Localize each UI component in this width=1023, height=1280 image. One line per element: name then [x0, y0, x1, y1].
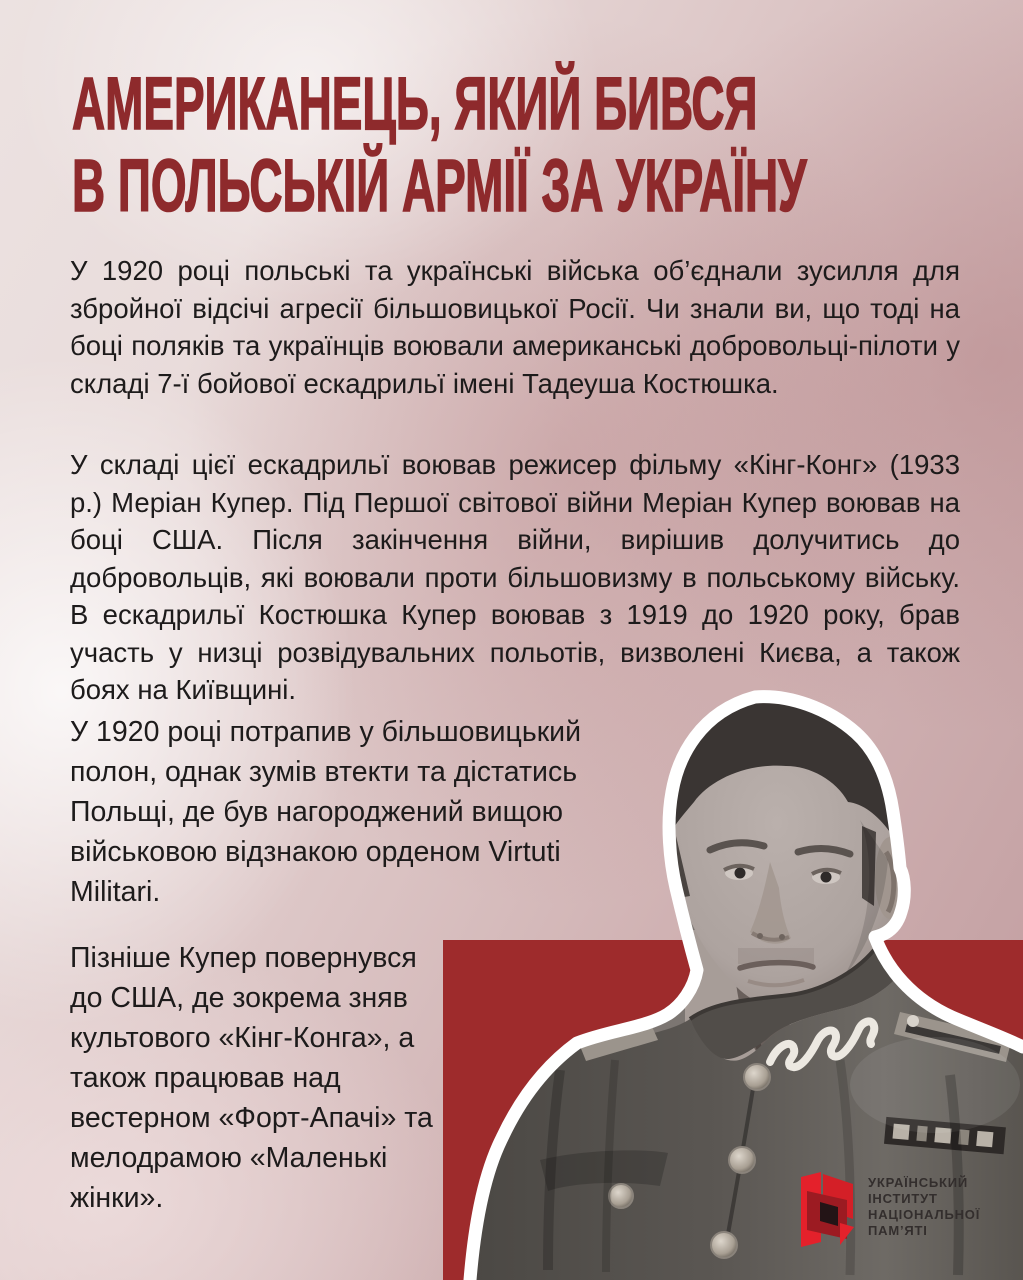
institute-logo — [799, 1171, 980, 1249]
logo-line: УКРАЇНСЬКИЙ — [868, 1175, 969, 1190]
paragraph-later-career: Пізніше Купер повернувся до США, де зокрема зняв культового «Кінг-Конга», а також працював над вестерном «Форт-Апачі» та мелодрамою «Маленькі жінки». — [70, 942, 433, 1214]
paragraph-intro: У 1920 році польські та українські війська об’єднали зусилля для збройної відсічі агресії більшовицької Росії. Чи знали ви, що тоді на боці поляків та українців воювали американські добровольці-пілоти у складі 7-ї бойової ескадрильї імені Тадеуша Костюшка. — [70, 255, 960, 399]
institute-logo-text — [868, 1171, 980, 1239]
paragraph-cooper-squadron: У складі цієї ескадрильї воював режисер фільму «Кінг-Конг» (1933 р.) Меріан Купер. Під Першої світової війни Меріан Купер воював на боці США. Після закінчення війни, вирішив долучитись до добровольців, які воювали проти більшовизму в польському війську. В ескадрильї Костюшка Купер воював з 1919 до 1920 року, брав участь у низці розвідувальних польотів, визволені Києва, а також боях на Київщині. — [70, 449, 960, 705]
logo-line: ІНСТИТУТ — [868, 1191, 938, 1206]
logo-line: ПАМ’ЯТІ — [868, 1223, 928, 1238]
institute-logo-icon — [799, 1171, 855, 1249]
title-line-2: В ПОЛЬСЬКІЙ АРМІЇ ЗА УКРАЇНУ — [72, 144, 807, 227]
logo-line: НАЦІОНАЛЬНОЇ — [868, 1207, 981, 1222]
title-line-1: АМЕРИКАНЕЦЬ, ЯКИЙ БИВСЯ — [72, 62, 758, 145]
paragraph-captivity: У 1920 році потрапив у більшовицький полон, однак зумів втекти та дістатись Польщі, де був нагороджений вищою військовою відзнакою орденом Virtuti Militari. — [70, 716, 581, 908]
